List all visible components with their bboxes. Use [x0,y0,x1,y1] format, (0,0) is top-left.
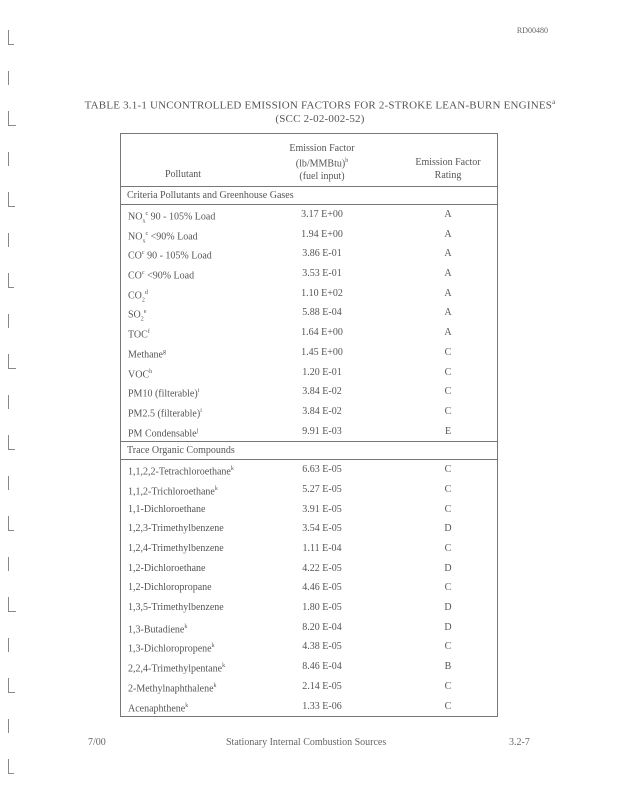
emission-factor-cell: 5.27 E-05 [302,483,342,495]
pollutant-subscript: x [142,238,146,245]
pollutant-name: NO [128,211,143,223]
emission-factor-cell: 4.38 E-05 [302,641,342,653]
table-row [121,480,497,500]
footer-title: Stationary Internal Combustion Sources [226,737,387,748]
header-rating [399,156,497,182]
pollutant-name: 1,1,2,2-Tetrachloroethane [128,466,231,478]
table-row [121,205,497,225]
pollutant-footnote: k [222,663,226,670]
rating-cell: C [444,503,452,515]
section-header: Criteria Pollutants and Greenhouse Gases [121,187,497,205]
pollutant-footnote: g [163,348,166,355]
pollutant-footnote: k [213,682,217,689]
pollutant-footnote: c [145,211,149,217]
table-row [121,363,497,383]
table-title [60,96,580,126]
margin-scan-mark [8,111,16,126]
document-id: RD00480 [516,26,548,35]
pollutant-cell [128,559,205,579]
emission-factor-cell: 9.91 E-03 [302,425,342,437]
table-row [121,303,497,323]
title-line-1: TABLE 3.1-1 UNCONTROLLED EMISSION FACTORS FOR 2-STROKE LEAN-BURN ENGINES [84,99,553,112]
pollutant-load: 90 - 105% Load [144,250,212,262]
pollutant-name: TOC [128,329,148,341]
pollutant-cell [128,697,188,719]
margin-scan-mark [8,233,16,247]
emission-factor-cell: 1.80 E-05 [302,602,342,614]
section-header: Trace Organic Compounds [121,441,497,460]
table-row [121,598,497,618]
pollutant-footnote: k [185,702,189,709]
emission-factor-cell: 4.46 E-05 [302,582,342,594]
pollutant-cell [128,519,224,539]
pollutant-name: CO [128,270,142,282]
emission-factor-cell: 3.84 E-02 [302,386,342,398]
emission-factor-cell: 3.86 E-01 [302,248,342,260]
pollutant-name: PM Condensable [128,427,197,439]
pollutant-name: CO [128,290,142,302]
rating-cell: C [444,582,452,594]
margin-scan-mark [8,638,14,652]
table-row [121,637,497,657]
header-factor-line-3: (fuel input) [299,171,345,183]
header-rating-line-1: Emission Factor [415,157,481,168]
table-row [121,657,497,677]
margin-scan-mark [8,395,14,409]
pollutant-footnote: c [145,230,149,237]
table-row [121,225,497,245]
pollutant-subscript: 2 [141,297,145,304]
emission-factor-cell: 5.88 E-04 [302,307,342,319]
margin-scan-mark [8,557,15,571]
table-row [121,402,497,422]
pollutant-name: 1,3-Dichloropropene [128,643,212,655]
rating-cell: C [444,464,452,476]
pollutant-footnote: k [184,623,188,630]
pollutant-name: 1,2-Dichloropropane [128,582,212,594]
header-rating-line-2: Rating [434,170,462,181]
margin-scan-mark [8,152,14,166]
footer-date: 7/00 [88,737,106,748]
emission-factor-cell: 3.84 E-02 [302,405,342,417]
rating-cell: E [444,425,452,437]
emission-factor-cell: 1.11 E-04 [302,543,342,554]
table-row [121,559,497,579]
margin-scan-mark [8,516,14,531]
margin-scan-mark [8,314,15,328]
table-row [121,539,497,559]
pollutant-name: 1,2,3-Trimethylbenzene [128,523,224,535]
title-line-2: (SCC 2-02-002-52) [275,112,365,125]
rating-cell: D [444,602,452,614]
margin-scan-mark [8,30,14,45]
margin-scan-mark [8,719,16,733]
table-row [121,677,497,697]
table-body [121,187,497,716]
emission-factor-cell: 8.20 E-04 [302,621,342,633]
emission-factor-cell: 1.20 E-01 [302,366,342,378]
rating-cell: D [444,562,452,574]
emission-factor-cell: 1.45 E+00 [301,346,343,358]
rating-cell: C [444,366,452,378]
pollutant-cell [128,539,224,559]
pollutant-footnote: k [211,643,215,650]
header-pollutant: Pollutant [164,169,202,180]
pollutant-subscript: x [142,218,146,225]
table-row [121,343,497,363]
table-row [121,382,497,402]
emission-factors-table [120,133,498,717]
rating-cell: C [444,405,452,417]
pollutant-name: Acenaphthene [128,702,186,714]
pollutant-name: NO [128,231,143,243]
header-factor-line-2: (lb/MMBtu) [295,158,346,170]
margin-scan-mark [8,476,16,490]
pollutant-name: VOC [128,368,150,380]
table-row [121,500,497,520]
pollutant-cell [128,578,212,598]
rating-cell: C [444,641,452,653]
pollutant-name: 1,1,2-Trichloroethane [128,486,215,498]
rating-cell: A [444,307,452,319]
emission-factor-cell: 1.33 E-06 [302,700,342,712]
pollutant-name: 1,3-Butadiene [128,624,185,636]
table-row [121,284,497,304]
pollutant-footnote: k [214,485,218,492]
rating-cell: C [444,346,452,358]
margin-scan-mark [8,354,16,369]
rating-cell: C [444,680,452,692]
emission-factor-cell: 3.53 E-01 [302,268,342,280]
pollutant-name: 1,1-Dichloroethane [128,503,206,515]
emission-factor-cell: 3.54 E-05 [302,523,342,535]
pollutant-name: 2-Methylnaphthalene [128,683,214,695]
pollutant-name: 1,2,4-Trimethylbenzene [128,543,224,554]
pollutant-name: 2,2,4-Trimethylpentane [128,663,223,675]
table-row [121,618,497,638]
rating-cell: A [444,248,452,260]
title-footnote-marker: a [552,98,556,106]
margin-scan-mark [8,597,16,612]
pollutant-name: SO [128,309,141,321]
rating-cell: C [444,543,452,554]
rating-cell: B [444,661,452,673]
pollutant-name: 1,2-Dichloroethane [128,562,206,574]
footer-page-number: 3.2-7 [509,737,530,748]
emission-factor-cell: 4.22 E-05 [302,562,342,574]
pollutant-footnote: c [141,270,145,277]
rating-cell: C [444,700,452,712]
table-row [121,578,497,598]
pollutant-name: PM2.5 (filterable) [128,408,201,420]
pollutant-name: Methane [128,349,163,361]
rating-cell: A [444,268,452,280]
pollutant-footnote: i [200,407,202,414]
emission-factor-cell: 3.17 E+00 [301,209,343,220]
pollutant-footnote: d [144,289,148,296]
pollutant-subscript: 2 [140,316,144,323]
margin-scan-mark [8,678,15,693]
rating-cell: A [444,287,452,299]
emission-factor-cell: 3.91 E-05 [302,503,342,515]
header-emission-factor [245,142,399,183]
table-row [121,697,497,717]
header-factor-line-1: Emission Factor [289,143,355,154]
pollutant-footnote: e [143,309,147,316]
pollutant-load: 90 - 105% Load [148,211,216,223]
pollutant-cell [128,422,198,444]
emission-factor-cell: 8.46 E-04 [302,661,342,673]
rating-cell: C [444,386,452,398]
margin-scan-mark [8,192,15,207]
pollutant-footnote: k [230,466,234,473]
table-row [121,422,497,442]
margin-scan-mark [8,273,14,288]
emission-factor-cell: 2.14 E-05 [302,680,342,692]
pollutant-footnote: h [149,368,153,375]
pollutant-cell [128,598,224,618]
rating-cell: A [444,209,452,220]
pollutant-footnote: j [196,427,199,434]
margin-scan-mark [8,435,15,450]
pollutant-name: PM10 (filterable) [128,388,198,400]
rating-cell: A [444,327,452,339]
table-row [121,519,497,539]
pollutant-footnote: f [147,329,150,336]
header-factor-footnote: b [345,158,349,164]
table-row [121,460,497,480]
pollutant-name: 1,3,5-Trimethylbenzene [128,602,224,614]
pollutant-name: CO [128,250,142,262]
emission-factor-cell: 6.63 E-05 [302,464,342,476]
emission-factor-cell: 1.64 E+00 [301,327,343,339]
pollutant-footnote: c [141,250,145,257]
pollutant-load: <90% Load [148,231,198,243]
pollutant-cell [128,500,205,520]
margin-scan-mark [8,759,14,774]
rating-cell: C [444,483,452,495]
rating-cell: A [444,228,452,240]
margin-scan-mark [8,71,15,85]
emission-factor-cell: 1.94 E+00 [301,228,343,240]
pollutant-footnote: i [197,388,200,395]
emission-factor-cell: 1.10 E+02 [301,287,343,299]
table-row [121,323,497,343]
pollutant-load: <90% Load [144,270,195,282]
table-row [121,244,497,264]
table-header [121,134,497,187]
rating-cell: D [444,523,452,535]
rating-cell: D [444,621,452,633]
table-row [121,264,497,284]
